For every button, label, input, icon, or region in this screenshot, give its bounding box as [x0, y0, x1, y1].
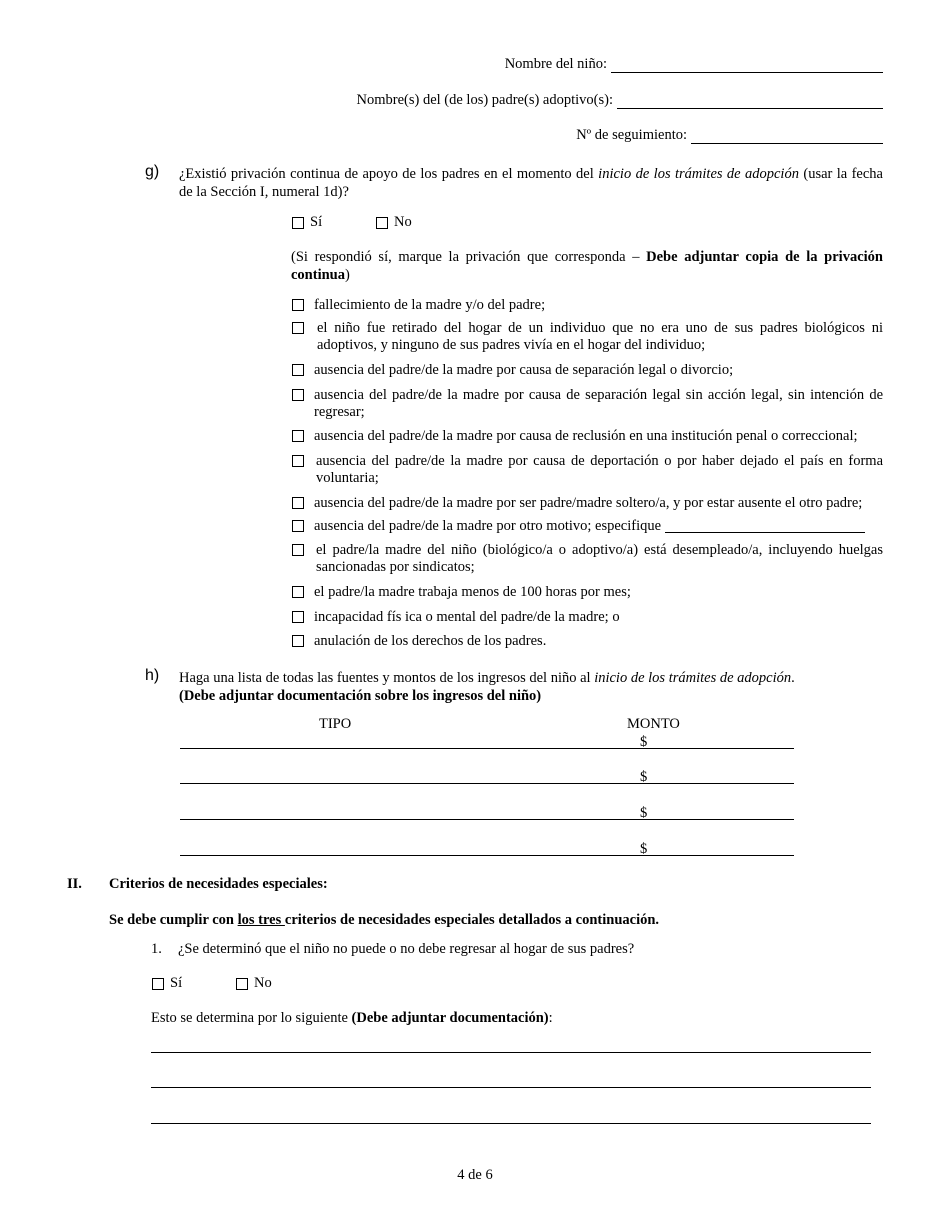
- deprivation-checkbox[interactable]: [292, 520, 304, 532]
- income-row-line[interactable]: [180, 783, 794, 784]
- currency-symbol: $: [640, 734, 648, 750]
- section-h-text: Haga una lista de todas las fuentes y montos de los ingresos del niño al inicio de los trámites de adopción.: [179, 670, 795, 686]
- section-g-marker: g): [145, 163, 160, 180]
- deprivation-option[interactable]: [292, 362, 883, 379]
- deprivation-option[interactable]: [292, 495, 883, 512]
- q1-no-label: No: [254, 975, 272, 991]
- deprivation-option[interactable]: [292, 609, 883, 626]
- deprivation-option[interactable]: [292, 584, 883, 601]
- deprivation-checkbox[interactable]: [292, 322, 304, 334]
- deprivation-checkbox[interactable]: [292, 586, 304, 598]
- section-h-note: (Debe adjuntar documentación sobre los ingresos del niño): [179, 688, 542, 704]
- section-ii-intro: Se debe cumplir con los tres criterios de necesidades especiales detallados a continuación.: [109, 912, 660, 928]
- deprivation-option[interactable]: [292, 387, 883, 421]
- determination-label: Esto se determina por lo siguiente (Debe adjuntar documentación):: [151, 1010, 553, 1026]
- deprivation-checkbox[interactable]: [292, 430, 304, 442]
- section-g-question: ¿Existió privación continua de apoyo de los padres en el momento del inicio de los trámites de adopción (usar la fecha de la Sección I, numeral 1d)?: [179, 166, 883, 200]
- tracking-number-field: [576, 127, 883, 144]
- child-name-input[interactable]: [611, 58, 883, 73]
- deprivation-option[interactable]: [292, 633, 883, 650]
- deprivation-label: el padre/la madre del niño (biológico/a o adoptivo/a) está desempleado/a, incluyendo huelgas sancionadas por sindicatos;: [316, 542, 883, 575]
- q1-no-checkbox[interactable]: [236, 978, 248, 990]
- deprivation-option[interactable]: [292, 320, 883, 354]
- page-number: 4 de 6: [457, 1167, 493, 1183]
- q1-yes-label: Sí: [170, 975, 183, 991]
- income-type-header: TIPO: [319, 716, 352, 732]
- section-ii-title: Criterios de necesidades especiales:: [109, 876, 328, 892]
- question-1-number: 1.: [151, 941, 162, 957]
- q1-yes-checkbox[interactable]: [152, 978, 164, 990]
- deprivation-checkbox[interactable]: [292, 299, 304, 311]
- income-row-line[interactable]: [180, 819, 794, 820]
- documentation-line[interactable]: [151, 1052, 871, 1053]
- deprivation-label: ausencia del padre/de la madre por causa de separación legal sin acción legal, sin intención de regresar;: [314, 387, 883, 420]
- section-h-marker: h): [145, 667, 160, 684]
- deprivation-label: fallecimiento de la madre y/o del padre;: [314, 297, 546, 313]
- g-no-checkbox[interactable]: [376, 217, 388, 229]
- deprivation-label: ausencia del padre/de la madre por causa de deportación o por haber dejado el país en forma voluntaria;: [316, 453, 883, 486]
- question-1-text: ¿Se determinó que el niño no puede o no debe regresar al hogar de sus padres?: [178, 941, 635, 957]
- deprivation-option[interactable]: [292, 453, 883, 487]
- income-row-line[interactable]: [180, 855, 794, 856]
- g-yes-option[interactable]: [292, 214, 322, 231]
- currency-symbol: $: [640, 805, 648, 821]
- deprivation-checkbox[interactable]: [292, 389, 304, 401]
- documentation-line[interactable]: [151, 1087, 871, 1088]
- currency-symbol: $: [640, 841, 648, 857]
- q1-no-option[interactable]: [236, 975, 272, 992]
- g-no-option[interactable]: [376, 214, 412, 231]
- g-yes-label: Sí: [310, 214, 323, 230]
- tracking-number-input[interactable]: [691, 129, 883, 144]
- deprivation-checkbox[interactable]: [292, 611, 304, 623]
- deprivation-checkbox[interactable]: [292, 635, 304, 647]
- child-name-label: Nombre del niño:: [504, 56, 607, 72]
- deprivation-checkbox[interactable]: [292, 364, 304, 376]
- deprivation-label: ausencia del padre/de la madre por ser padre/madre soltero/a, y por estar ausente el otro padre;: [314, 495, 863, 511]
- g-no-label: No: [394, 214, 412, 230]
- deprivation-label: incapacidad fís ica o mental del padre/de la madre; o: [314, 609, 620, 625]
- deprivation-label: el niño fue retirado del hogar de un individuo que no era uno de sus padres biológicos ni adoptivos, y ninguno de sus padres vivía en el hogar del individuo;: [317, 320, 883, 353]
- deprivation-label: ausencia del padre/de la madre por causa de reclusión en una institución penal o correccional;: [314, 428, 858, 444]
- child-name-field: [505, 56, 883, 73]
- g-instructions: (Si respondió sí, marque la privación que corresponda – Debe adjuntar copia de la privación continua): [291, 249, 883, 283]
- deprivation-label: el padre/la madre trabaja menos de 100 horas por mes;: [314, 584, 631, 600]
- deprivation-option[interactable]: [292, 542, 883, 576]
- deprivation-checkbox[interactable]: [292, 455, 304, 467]
- income-row-line[interactable]: [180, 748, 794, 749]
- deprivation-label: ausencia del padre/de la madre por otro motivo; especifique: [314, 518, 662, 534]
- adoptive-parents-field: [357, 92, 884, 109]
- deprivation-label: anulación de los derechos de los padres.: [314, 633, 547, 649]
- q1-yes-option[interactable]: [152, 975, 182, 992]
- deprivation-checkbox[interactable]: [292, 544, 304, 556]
- adoptive-parents-label: Nombre(s) del (de los) padre(s) adoptivo(s):: [356, 92, 613, 108]
- deprivation-label: ausencia del padre/de la madre por causa de separación legal o divorcio;: [314, 362, 734, 378]
- g-yes-checkbox[interactable]: [292, 217, 304, 229]
- deprivation-option-other[interactable]: [292, 518, 883, 535]
- section-ii-numeral: II.: [67, 876, 82, 892]
- adoptive-parents-input[interactable]: [617, 94, 883, 109]
- deprivation-option[interactable]: [292, 428, 883, 445]
- deprivation-option[interactable]: [292, 297, 883, 314]
- deprivation-checkbox[interactable]: [292, 497, 304, 509]
- currency-symbol: $: [640, 769, 648, 785]
- income-amount-header: MONTO: [627, 716, 680, 732]
- specify-other-input[interactable]: [665, 518, 865, 533]
- documentation-line[interactable]: [151, 1123, 871, 1124]
- tracking-number-label: Nº de seguimiento:: [576, 127, 687, 143]
